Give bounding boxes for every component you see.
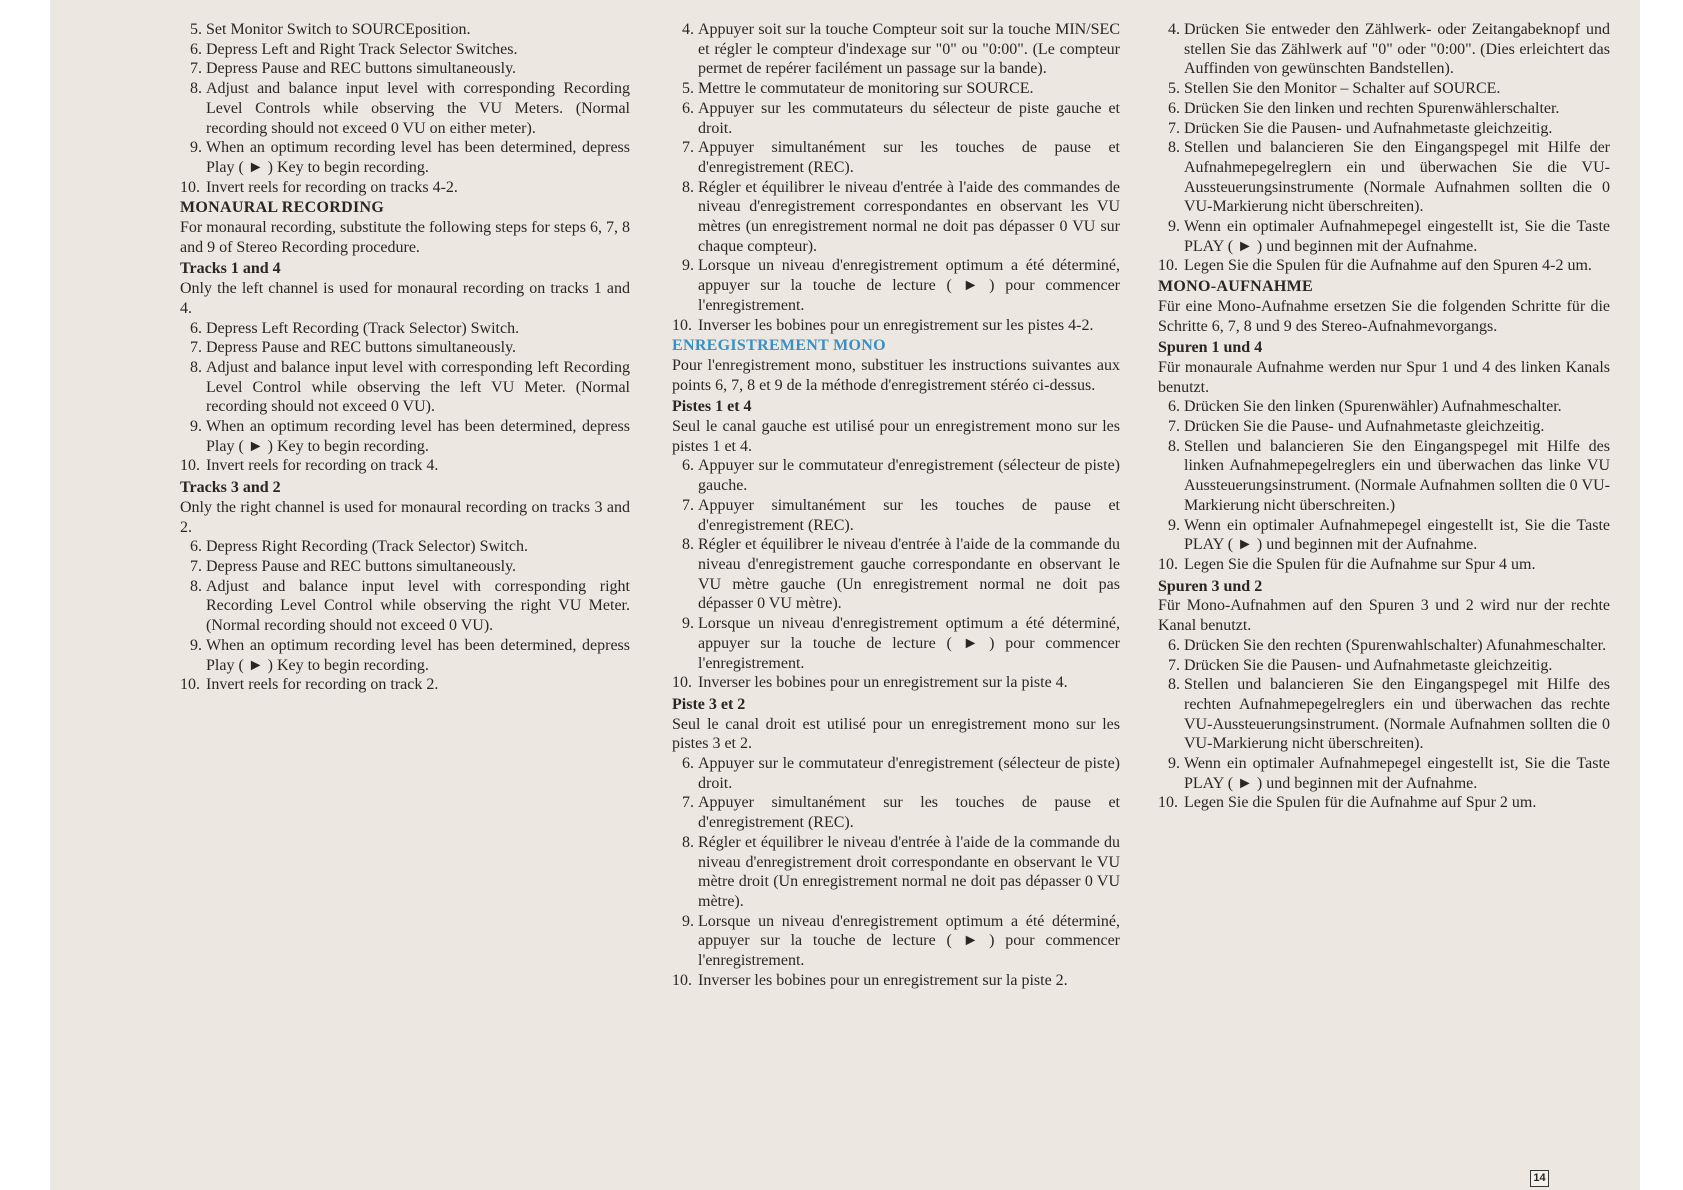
list-item: 9. When an optimum recording level has been determined, depress Play ( ► ) Key to begin recording. — [190, 139, 630, 176]
subsection-heading: Piste 3 et 2 — [672, 695, 746, 713]
french-column — [672, 20, 1120, 990]
list-item: 6. Drücken Sie den linken (Spurenwähler) Aufnahmeschalter. — [1168, 398, 1562, 416]
tracks14-steps-list — [180, 319, 630, 477]
list-item: 10. Legen Sie die Spulen für die Aufnahme auf Spur 2 um. — [1158, 794, 1537, 812]
list-item: 9. Wenn ein optimaler Aufnahmepegel eingestellt ist, Sie die Taste PLAY ( ► ) und beginnen mit der Aufnahme. — [1168, 218, 1610, 255]
list-item: 9. Wenn ein optimaler Aufnahmepegel eingestellt ist, Sie die Taste PLAY ( ► ) und beginnen mit der Aufnahme. — [1168, 755, 1610, 792]
section-intro: Für eine Mono-Aufnahme ersetzen Sie die folgenden Schritte für die Schritte 6, 7, 8 und 9 des Stereo-Aufnahmevorgangs. — [1158, 297, 1610, 335]
list-item: 10. Legen Sie die Spulen für die Aufnahme auf den Spuren 4-2 um. — [1158, 257, 1592, 275]
subsection-heading: Spuren 1 und 4 — [1158, 339, 1263, 357]
list-item: 8. Adjust and balance input level with corresponding left Recording Level Control while observing the left VU Meter. (Normal recording should not exceed 0 VU). — [190, 358, 630, 416]
list-item: 6. Appuyer sur les commutateurs du sélecteur de piste gauche et droit. — [682, 99, 1120, 137]
list-item: 10. Invert reels for recording on track 4. — [180, 457, 439, 475]
list-item: 7. Depress Pause and REC buttons simultaneously. — [190, 339, 517, 357]
german-column — [1158, 20, 1610, 813]
list-item: 6. Appuyer sur le commutateur d'enregistrement (sélecteur de piste) droit. — [682, 755, 1120, 792]
page-number: 14 — [1530, 1170, 1549, 1187]
list-item: 8. Régler et équilibrer le niveau d'entrée à l'aide de la commande du niveau d'enregistrement droit correspondante en observant le VU mètre droit (Un enregistrement normal ne doit pas dépasser 0 VU mètre). — [682, 833, 1120, 910]
list-item: 9. Wenn ein optimaler Aufnahmepegel eingestellt ist, Sie die Taste PLAY ( ► ) und beginnen mit der Aufnahme. — [1168, 516, 1610, 554]
list-item: 4. Drücken Sie entweder den Zählwerk- oder Zeitangabeknopf und stellen Sie das Zählwerk auf "0" oder "0:00". (Dies erleichtert das Auffinden von gewünschten Bandstellen). — [1168, 21, 1610, 78]
tracks32-steps-list — [1158, 636, 1610, 813]
list-item: 10. Invert reels for recording on track 2. — [180, 676, 439, 694]
subsection-intro: Only the left channel is used for monaural recording on tracks 1 and 4. — [180, 280, 630, 317]
list-item: 10. Inverser les bobines pour un enregistrement sur les pistes 4-2. — [672, 316, 1094, 334]
list-item: 9. When an optimum recording level has been determined, depress Play ( ► ) Key to begin recording. — [190, 418, 630, 455]
list-item: 6. Depress Left and Right Track Selector Switches. — [190, 40, 518, 58]
section-intro: For monaural recording, substitute the following steps for steps 6, 7, 8 and 9 of Stereo Recording procedure. — [180, 219, 630, 256]
list-item: 4. Appuyer soit sur la touche Compteur soit sur la touche MIN/SEC et régler le compteur d'indexage sur "0" ou "0:00". (Le compteur permet de repérer facilément un passage sur la bande). — [682, 21, 1120, 78]
section-heading: ENREGISTREMENT MONO — [672, 337, 886, 355]
list-item: 5. Stellen Sie den Monitor – Schalter auf SOURCE. — [1168, 80, 1501, 98]
list-item: 9. Lorsque un niveau d'enregistrement optimum a été déterminé, appuyer sur la touche de lecture ( ► ) pour commencer l'enregistrement. — [682, 912, 1120, 970]
list-item: 8. Stellen und balancieren Sie den Eingangspegel mit Hilfe des rechten Aufnahmepegelreglers ein und überwachen das rechte VU-Aussteuerungsinstrument. (Normale Aufnahmen sollten die 0 VU-Markierung nicht überschreiten). — [1168, 676, 1610, 753]
section-heading: MONO-AUFNAHME — [1158, 278, 1313, 296]
subsection-heading: Spuren 3 und 2 — [1158, 577, 1263, 595]
list-item: 9. Lorsque un niveau d'enregistrement optimum a été déterminé, appuyer sur la touche de lecture ( ► ) pour commencer l'enregistrement. — [682, 615, 1120, 672]
list-item: 10. Legen Sie die Spulen für die Aufnahme sur Spur 4 um. — [1158, 555, 1536, 573]
list-item: 10. Invert reels for recording on tracks 4-2. — [180, 178, 458, 196]
subsection-heading: Pistes 1 et 4 — [672, 398, 752, 416]
subsection-intro: Für monaurale Aufnahme werden nur Spur 1 und 4 des linken Kanals benutzt. — [1158, 358, 1610, 396]
stereo-steps-list — [1158, 20, 1610, 276]
list-item: 6. Drücken Sie den rechten (Spurenwahlschalter) Afunahmeschalter. — [1168, 636, 1607, 654]
list-item: 8. Adjust and balance input level with corresponding Recording Level Controls while observing the VU Meters. (Normal recording should not exceed 0 VU on either meter). — [190, 80, 630, 137]
list-item: 10. Inverser les bobines pour un enregistrement sur la piste 2. — [672, 971, 1068, 989]
list-item: 8. Régler et équilibrer le niveau d'entrée à l'aide des commandes de niveau d'enregistrement correspondantes en observant les VU mètres (un enregistrement normal ne doit pas dépasser 0 VU sur chaque compteur). — [682, 178, 1120, 255]
list-item: 8. Régler et équilibrer le niveau d'entrée à l'aide de la commande du niveau d'enregistrement gauche correspondante en observant le VU mètre gauche (Un enregistrement normal ne doit pas dépasser 0 VU mètre). — [682, 536, 1120, 613]
english-column — [180, 20, 630, 695]
list-item: 7. Appuyer simultanément sur les touches de pause et d'enregistrement (REC). — [682, 496, 1120, 534]
section-heading: MONAURAL RECORDING — [180, 199, 385, 217]
manual-page — [50, 0, 1640, 1190]
list-item: 6. Appuyer sur le commutateur d'enregistrement (sélecteur de piste) gauche. — [682, 457, 1120, 495]
list-item: 7. Appuyer simultanément sur les touches de pause et d'enregistrement (REC). — [682, 794, 1120, 832]
list-item: 9. When an optimum recording level has been determined, depress Play ( ► ) Key to begin recording. — [190, 636, 630, 674]
list-item: 7. Depress Pause and REC buttons simultaneously. — [190, 557, 517, 575]
list-item: 7. Drücken Sie die Pausen- und Aufnahmetaste gleichzeitig. — [1168, 656, 1553, 674]
stereo-steps-list — [180, 20, 630, 197]
list-item: 7. Depress Pause and REC buttons simultaneously. — [190, 60, 517, 78]
list-item: 5. Set Monitor Switch to SOURCEposition. — [190, 21, 471, 38]
section-intro: Pour l'enregistrement mono, substituer les instructions suivantes aux points 6, 7, 8 et 9 de la méthode d'enregistrement stéréo ci-dessus. — [672, 356, 1120, 394]
subsection-heading: Tracks 1 and 4 — [180, 260, 281, 278]
list-item: 7. Drücken Sie die Pause- und Aufnahmetaste gleichzeitig. — [1168, 418, 1545, 436]
subsection-intro: Only the right channel is used for monaural recording on tracks 3 and 2. — [180, 498, 630, 536]
stereo-steps-list — [672, 20, 1120, 335]
tracks32-steps-list — [672, 754, 1120, 990]
tracks14-steps-list — [672, 456, 1120, 692]
list-item: 9. Lorsque un niveau d'enregistrement optimum a été déterminé, appuyer sur la touche de lecture ( ► ) pour commencer l'enregistrement. — [682, 257, 1120, 314]
tracks14-steps-list — [1158, 397, 1610, 574]
list-item: 8. Stellen und balancieren Sie den Eingangspegel mit Hilfe der Aufnahmepegelreglern ein und überwachen Sie die VU-Aussteuerungsinstrumente (Normale Aufnahmen sollten die 0 VU-Markierung nicht überschreiten). — [1168, 139, 1610, 216]
list-item: 10. Inverser les bobines pour un enregistrement sur la piste 4. — [672, 674, 1068, 692]
list-item: 7. Drücken Sie die Pausen- und Aufnahmetaste gleichzeitig. — [1168, 119, 1553, 137]
subsection-heading: Tracks 3 and 2 — [180, 479, 281, 497]
subsection-intro: Für Mono-Aufnahmen auf den Spuren 3 und 2 wird nur der rechte Kanal benutzt. — [1158, 597, 1610, 635]
list-item: 6. Drücken Sie den linken und rechten Spurenwählerschalter. — [1168, 99, 1560, 117]
subsection-intro: Seul le canal droit est utilisé pour un enregistrement mono sur les pistes 3 et 2. — [672, 715, 1120, 753]
tracks32-steps-list — [180, 537, 630, 695]
list-item: 7. Appuyer simultanément sur les touches de pause et d'enregistrement (REC). — [682, 139, 1120, 176]
list-item: 5. Mettre le commutateur de monitoring sur SOURCE. — [682, 80, 1034, 98]
list-item: 6. Depress Right Recording (Track Selector) Switch. — [190, 538, 529, 556]
list-item: 6. Depress Left Recording (Track Selector) Switch. — [190, 319, 520, 337]
list-item: 8. Adjust and balance input level with corresponding right Recording Level Control while observing the right VU Meter. (Normal recording should not exceed 0 VU). — [190, 577, 630, 635]
list-item: 8. Stellen und balancieren Sie den Eingangspegel mit Hilfe des linken Aufnahmepegelreglers ein und überwachen das linke VU Aussteuerungsinstrument. (Normale Aufnahmen sollten die 0 VU-Markierung nicht überschreiten.) — [1168, 437, 1610, 514]
subsection-intro: Seul le canal gauche est utilisé pour un enregistrement mono sur les pistes 1 et 4. — [672, 418, 1120, 455]
